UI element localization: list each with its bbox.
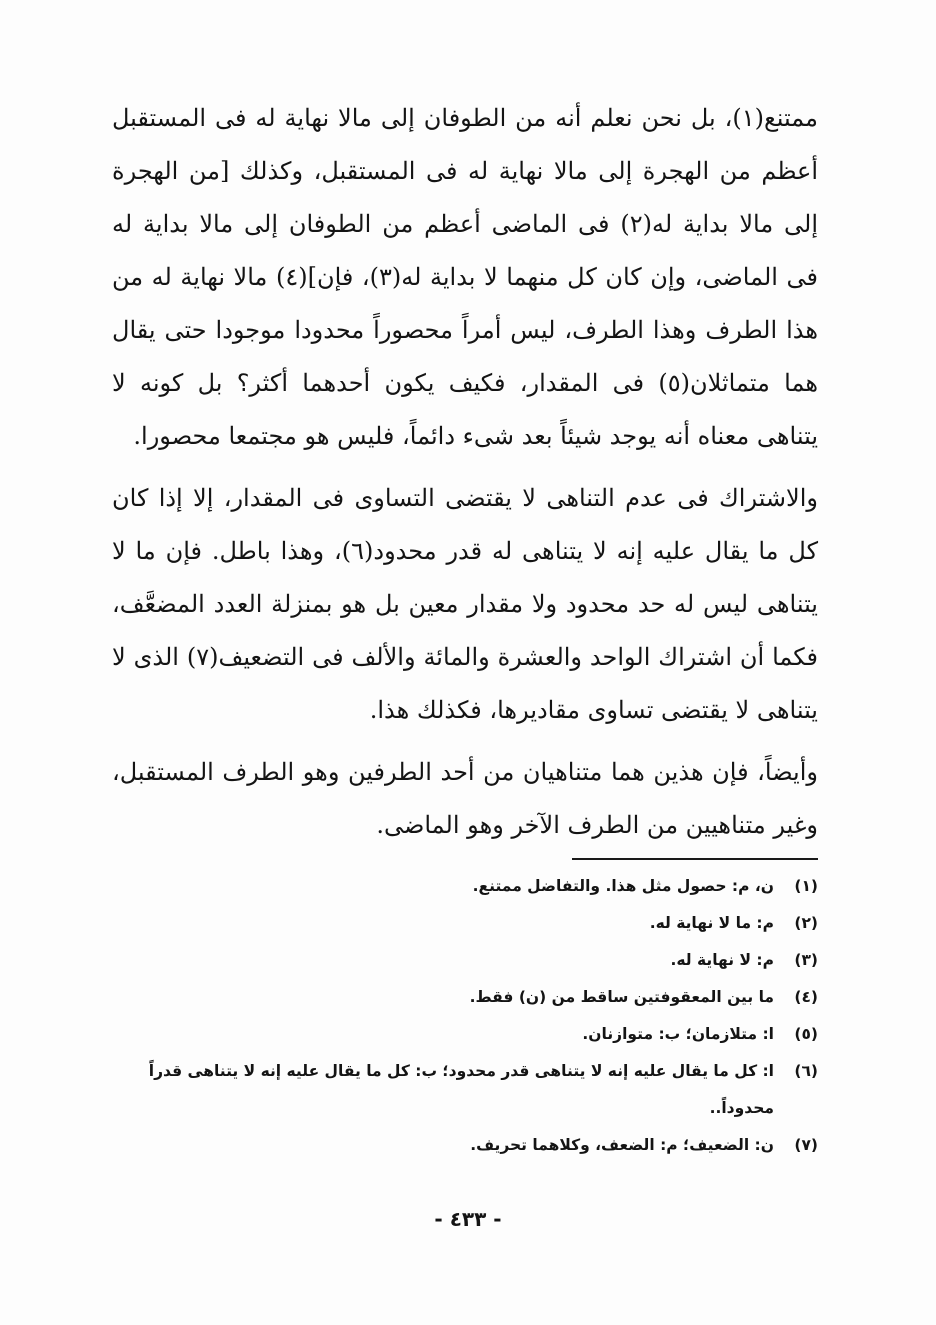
page-number: - ٤٣٣ - [434,1207,502,1231]
footnote-text: ا: كل ما يقال عليه إنه لا يتناهى قدر محدود؛ ب: كل ما يقال عليه إنه لا يتناهى قدراً محدوداً.. [148,1062,774,1117]
footnote-2 [112,905,818,942]
footnote-4 [112,979,818,1016]
footnote-number: (٦) [794,1062,818,1080]
footnote-5 [112,1016,818,1053]
paragraph-2: والاشتراك فى عدم التناهى لا يقتضى التساوى فى المقدار، إلا إذا كان كل ما يقال عليه إنه لا يتناهى له قدر محدود(٦)، وهذا باطل. فإن ما لا يتناهى ليس له حد محدود ولا مقدار معين بل هو بمنزلة العدد المضعَّف، فكما أن اشتراك الواحد والعشرة والمائة والألف فى التضعيف(٧) الذى لا يتناهى لا يقتضى تساوى مقاديرها، فكذلك هذا. [112,484,819,724]
footnote-text: م: ما لا نهاية له. [649,914,774,932]
footnote-3 [112,942,818,979]
footnote-number: (٧) [794,1136,818,1154]
footnote-separator [572,858,818,860]
footnote-number: (١) [794,877,818,895]
paragraph-3: وأيضاً، فإن هذين هما متناهيان من أحد الطرفين وهو الطرف المستقبل، وغير متناهيين من الطرف الآخر وهو الماضى. [112,758,818,839]
footnote-text: ن، م: حصول مثل هذا. والتفاضل ممتنع. [472,877,774,895]
main-text [112,92,818,852]
footnotes [112,868,818,1164]
footnote-text: ن: الضعيف؛ م: الضعف، وكلاهما تحريف. [470,1136,774,1154]
footnote-text: م: لا نهاية له. [670,951,774,969]
footnote-1 [112,868,818,905]
footnote-number: (٢) [794,914,818,932]
footnote-text: ا: متلازمان؛ ب: متوازنان. [582,1025,774,1043]
footnote-text: ما بين المعقوفتين ساقط من (ن) فقط. [469,988,774,1006]
footnote-6 [112,1053,818,1127]
footnote-number: (٤) [794,988,818,1006]
footnote-7 [112,1127,818,1164]
paragraph-1: ممتنع(١)، بل نحن نعلم أنه من الطوفان إلى مالا نهاية له فى المستقبل أعظم من الهجرة إلى مالا نهاية له فى المستقبل، وكذلك [من الهجرة إلى مالا بداية له(٢) فى الماضى أعظم من الطوفان إلى مالا بداية له فى الماضى، وإن كان كل منهما لا بداية له(٣)، فإن](٤) مالا نهاية له من هذا الطرف وهذا الطرف، ليس أمراً محصوراً محدودا موجودا حتى يقال هما متماثلان(٥) فى المقدار، فكيف يكون أحدهما أكثر؟ بل كونه لا يتناهى معناه أنه يوجد شيئاً بعد شىء دائماً، فليس هو مجتمعا محصورا. [112,104,819,450]
footnote-number: (٥) [794,1025,818,1043]
footnote-number: (٣) [794,951,818,969]
